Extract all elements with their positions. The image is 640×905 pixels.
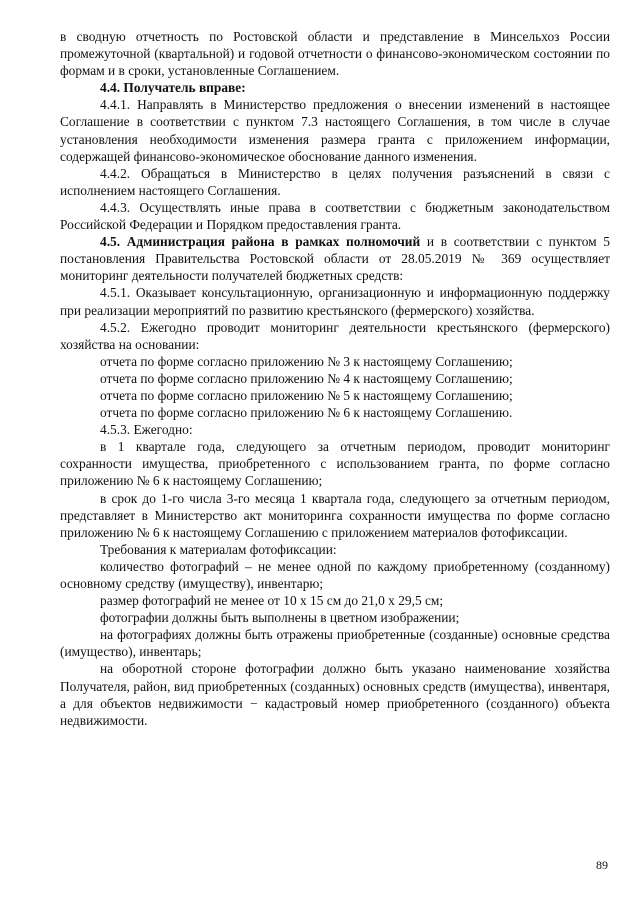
paragraph-4-4-2: 4.4.2. Обращаться в Министерство в целях получения разъяснений в связи с исполнением настоящего Соглашения. <box>60 165 610 198</box>
paragraph-4-4-1: 4.4.1. Направлять в Министерство предложения о внесении изменений в настоящее Соглашение в соответствии с пунктом 7.3 настоящего Соглашения, в том числе в случае установления необходимости изменения размера гранта с приложением информации, содержащей финансово-экономическое обоснование данного изменения. <box>60 97 610 164</box>
paragraph-4-5-1: 4.5.1. Оказывает консультационную, организационную и информационную поддержку при реализации мероприятий по развитию крестьянского (фермерского) хозяйства. <box>60 285 610 318</box>
photo-requirement-2: размер фотографий не менее от 10 х 15 см до 21,0 х 29,5 см; <box>100 593 444 609</box>
paragraph-continuation: в сводную отчетность по Ростовской области и представление в Минсельхоз России промежуточной (квартальной) и годовой отчетности о финансово-экономическом состоянии по формам и в сроки, установленные Соглашением. <box>60 29 610 79</box>
photo-requirement-4: на фотографиях должны быть отражены приобретенные (созданные) основные средства (имущество), инвентарь; <box>60 627 610 660</box>
report-item-5: отчета по форме согласно приложению № 5 к настоящему Соглашению; <box>100 387 513 403</box>
photo-requirement-5: на оборотной стороне фотографии должно быть указано наименование хозяйства Получателя, район, вид приобретенных (созданных) основных средств (имущества), инвентаря, а для объектов недвижимости − кадастровый номер приобретенного (созданного) объекта недвижимости. <box>60 661 610 728</box>
photo-requirement-1: количество фотографий – не менее одной по каждому приобретенному (созданному) основному средству (имуществу), инвентарю; <box>60 558 610 591</box>
paragraph-4-5 <box>60 233 610 284</box>
heading-4-4: 4.4. Получатель вправе: <box>100 80 246 96</box>
photo-requirements-title: Требования к материалам фотофиксации: <box>100 541 337 557</box>
paragraph-q1-monitoring: в 1 квартале года, следующего за отчетным периодом, проводит мониторинг сохранности имущества, приобретенного с использованием гранта, по форме согласно приложению № 6 к настоящему Соглашению; <box>60 439 610 489</box>
paragraph-4-5-text: и в соответствии с пунктом 5 постановления Правительства Ростовской области от 28.05.2019 № 369 осуществляет мониторинг деятельности получателей бюджетных средств: <box>60 234 611 284</box>
paragraph-deadline: в срок до 1-го числа 3-го месяца 1 квартала года, следующего за отчетным периодом, представляет в Министерство акт мониторинга сохранности имущества по форме согласно приложению № 6 к настоящему Соглашению с приложением материалов фотофиксации. <box>60 490 610 540</box>
page-number: 89 <box>596 858 608 872</box>
report-item-4: отчета по форме согласно приложению № 4 к настоящему Соглашению; <box>100 370 513 386</box>
document-page <box>60 28 610 729</box>
report-item-3: отчета по форме согласно приложению № 3 к настоящему Соглашению; <box>100 353 513 369</box>
paragraph-4-5-2: 4.5.2. Ежегодно проводит мониторинг деятельности крестьянского (фермерского) хозяйства на основании: <box>60 319 610 352</box>
heading-4-5: 4.5. Администрация района в рамках полномочий <box>100 234 421 250</box>
photo-requirement-3: фотографии должны быть выполнены в цветном изображении; <box>100 610 460 626</box>
paragraph-4-4-3: 4.4.3. Осуществлять иные права в соответствии с бюджетным законодательством Российской Федерации и Порядком предоставления гранта. <box>60 199 610 233</box>
paragraph-4-5-3: 4.5.3. Ежегодно: <box>100 422 193 438</box>
report-item-6: отчета по форме согласно приложению № 6 к настоящему Соглашению. <box>100 405 513 421</box>
